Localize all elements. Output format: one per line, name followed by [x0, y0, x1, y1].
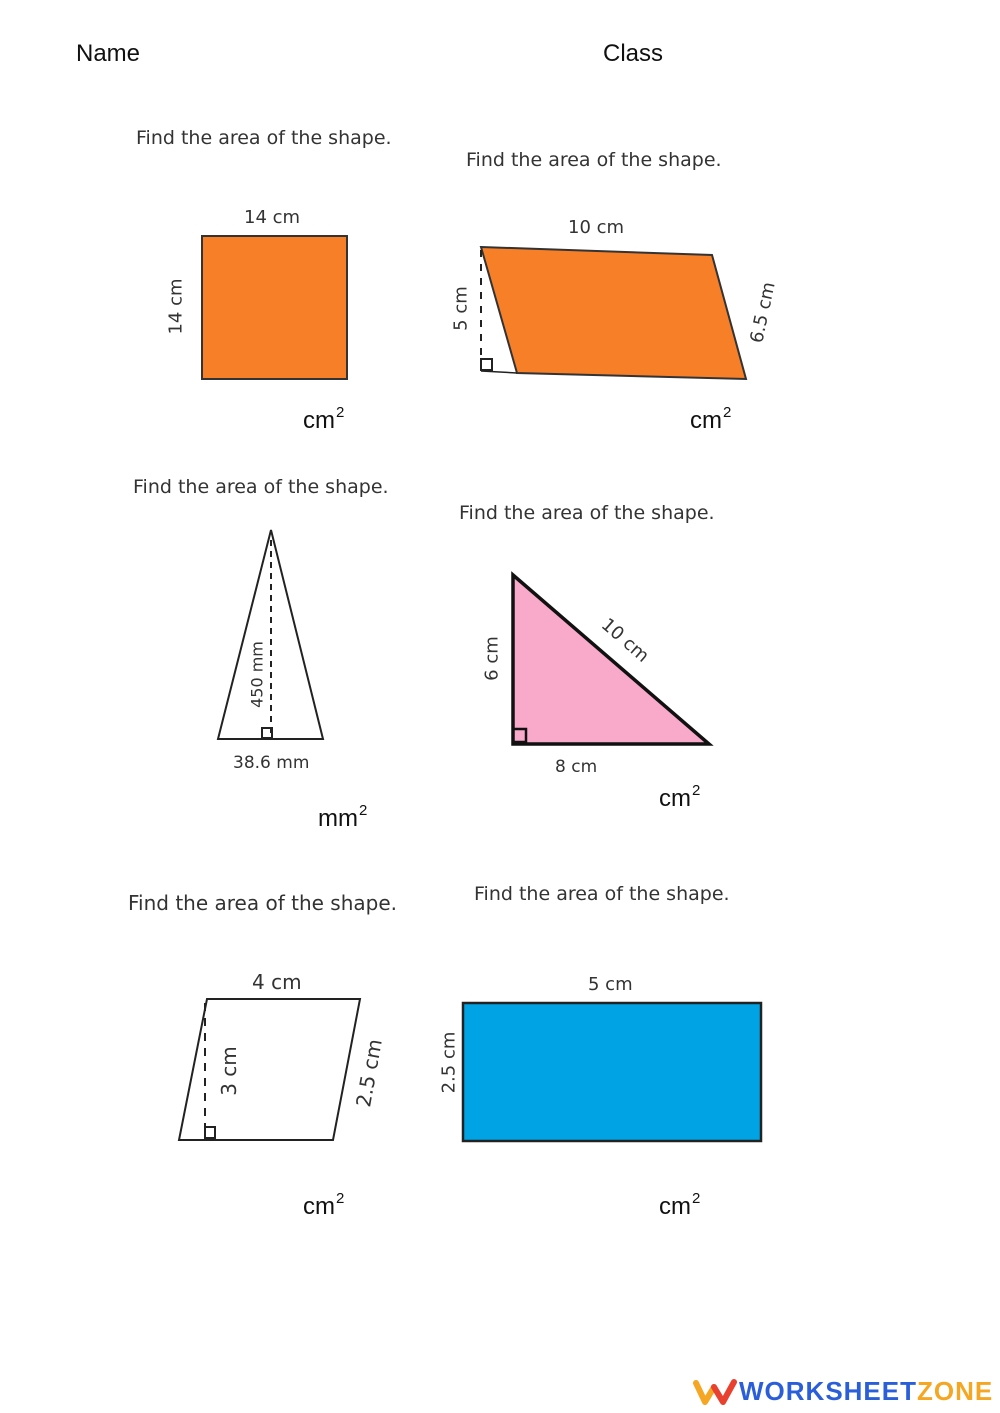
problem-1-answer-unit: $cm^2$ — [303, 404, 345, 434]
problem-6-side-label: 2.5 cm — [438, 1031, 460, 1094]
problem-2-top-label: 10 cm — [568, 217, 625, 238]
problem-3-height-label: 450 mm — [247, 641, 267, 708]
problem-5-prompt: Find the area of the shape. — [128, 891, 397, 915]
problem-2-answer-unit: $cm^2$ — [690, 404, 732, 434]
problem-4-base-label: 8 cm — [555, 757, 598, 777]
worksheetzone-logo — [693, 1376, 993, 1407]
problem-2-prompt: Find the area of the shape. — [466, 149, 722, 171]
problem-4-height-label: 6 cm — [481, 636, 503, 681]
right-triangle-shape — [513, 575, 709, 744]
problem-5-height-label: 3 cm — [217, 1046, 241, 1096]
problem-6-top-label: 5 cm — [588, 974, 633, 995]
problem-2-height-label: 5 cm — [450, 286, 472, 331]
base-extension-line — [481, 371, 517, 373]
problem-1-top-label: 14 cm — [244, 207, 301, 228]
square-shape — [202, 236, 347, 379]
logo-text: WORKSHEETZONE — [739, 1376, 994, 1406]
worksheetzone-w-icon — [693, 1378, 739, 1406]
problem-3-prompt: Find the area of the shape. — [133, 476, 389, 498]
problem-4-hypotenuse-label: 10 cm — [596, 614, 654, 667]
problem-3-answer-unit: $mm^2$ — [318, 802, 368, 832]
class-label: Class — [603, 40, 664, 67]
problem-5-answer-unit: $cm^2$ — [303, 1190, 345, 1220]
problem-4-prompt: Find the area of the shape. — [459, 502, 715, 524]
problem-1-side-label: 14 cm — [165, 278, 187, 335]
parallelogram-shape-white — [179, 999, 360, 1140]
problem-5-top-label: 4 cm — [252, 970, 302, 994]
problem-2-side-label: 6.5 cm — [746, 280, 780, 345]
right-angle-mark — [481, 359, 492, 370]
problem-3-base-label: 38.6 mm — [233, 753, 310, 773]
rectangle-shape — [463, 1003, 761, 1141]
problem-6-prompt: Find the area of the shape. — [474, 883, 730, 905]
problem-6-answer-unit: $cm^2$ — [659, 1190, 701, 1220]
problem-5-side-label: 2.5 cm — [351, 1037, 387, 1109]
problem-1-prompt: Find the area of the shape. — [136, 127, 392, 149]
parallelogram-shape — [481, 247, 746, 379]
name-label: Name — [76, 40, 141, 67]
problem-4-answer-unit: $cm^2$ — [659, 782, 701, 812]
